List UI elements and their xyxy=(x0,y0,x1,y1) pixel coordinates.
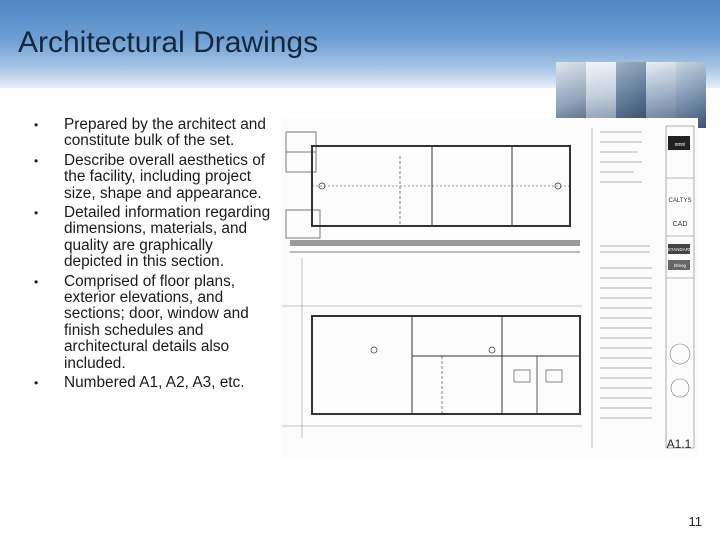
bullet-item xyxy=(30,274,275,372)
logo-titleog: titleog xyxy=(673,263,687,268)
slide-title: Architectural Drawings xyxy=(18,26,319,59)
bullet-text: Comprised of floor plans, exterior elevations, and sections; door, window and finish schedules and architectural details also included. xyxy=(64,272,249,372)
bullet-text: Prepared by the architect and constitute bulk of the set. xyxy=(64,116,266,150)
bullet-dot-icon: • xyxy=(34,274,39,289)
logo-cad: CAD xyxy=(672,221,688,228)
bullet-dot-icon: • xyxy=(34,118,39,132)
bullet-list xyxy=(30,117,275,395)
bullet-dot-icon: • xyxy=(34,206,39,221)
bullet-item xyxy=(30,153,275,202)
bullet-dot-icon: • xyxy=(34,153,39,168)
page-number: 11 xyxy=(688,514,702,529)
bullet-dot-icon: • xyxy=(34,376,39,391)
logo-standard: STANDARD xyxy=(667,247,693,252)
architectural-drawing-image xyxy=(282,118,698,460)
bullet-item xyxy=(30,117,275,150)
bullet-item xyxy=(30,375,275,391)
bullet-text: Describe overall aesthetics of the facility, including project size, shape and appearance. xyxy=(64,151,266,202)
logo-omni: omni xyxy=(674,142,686,148)
bullet-text: Detailed information regarding dimensions, materials, and quality are graphically depicted in this section. xyxy=(64,204,271,271)
bullet-text: Numbered A1, A2, A3, etc. xyxy=(64,374,245,392)
logo-caltys: CALTYS xyxy=(668,198,692,204)
sheet-number: A1.1 xyxy=(666,437,692,451)
bullet-item xyxy=(30,205,275,271)
